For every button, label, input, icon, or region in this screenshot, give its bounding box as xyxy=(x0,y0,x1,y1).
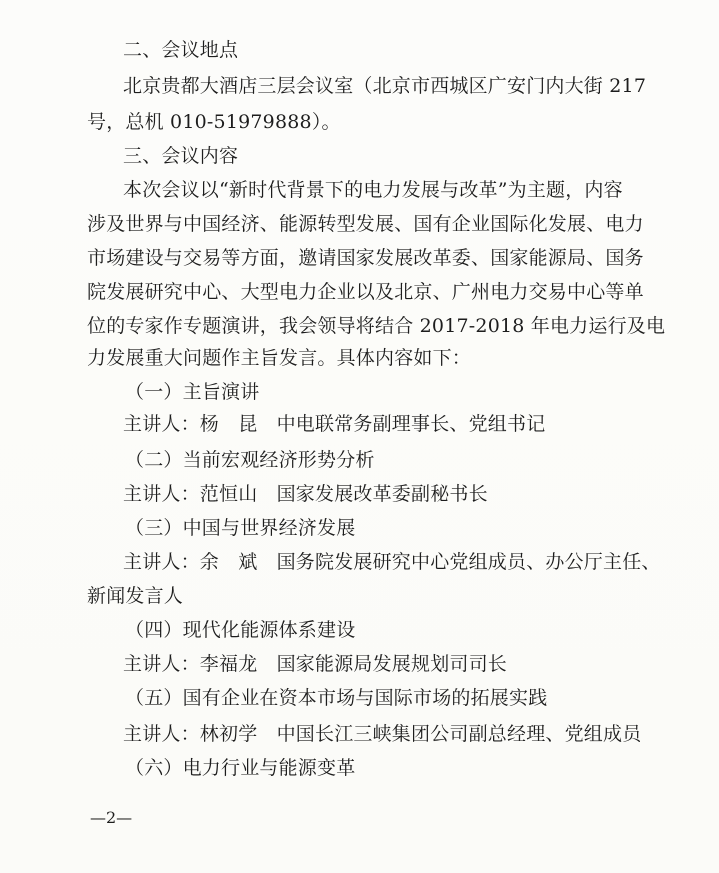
item-heading-3: （三）中国与世界经济发展 xyxy=(125,517,356,539)
section-heading-content: 三、会议内容 xyxy=(123,145,239,167)
content-paragraph-line-6: 力发展重大问题作主旨发言。具体内容如下： xyxy=(87,347,472,369)
page-number: —2— xyxy=(90,808,133,827)
item-heading-2: （二）当前宏观经济形势分析 xyxy=(125,449,375,471)
venue-line-1: 北京贵都大酒店三层会议室（北京市西城区广安门内大街 217 xyxy=(123,75,647,97)
content-paragraph-line-4: 院发展研究中心、大型电力企业以及北京、广州电力交易中心等单 xyxy=(87,281,644,303)
section-heading-venue: 二、会议地点 xyxy=(123,39,239,61)
speaker-line-2: 主讲人：范恒山 国家发展改革委副秘书长 xyxy=(123,483,488,505)
speaker-line-3-continued: 新闻发言人 xyxy=(87,585,184,607)
speaker-line-4: 主讲人：李福龙 国家能源局发展规划司司长 xyxy=(123,653,508,675)
item-heading-4: （四）现代化能源体系建设 xyxy=(125,619,356,641)
item-heading-5: （五）国有企业在资本市场与国际市场的拓展实践 xyxy=(125,687,548,709)
content-paragraph-line-3: 市场建设与交易等方面，邀请国家发展改革委、国家能源局、国务 xyxy=(87,247,644,269)
item-heading-6: （六）电力行业与能源变革 xyxy=(125,757,356,779)
speaker-line-3: 主讲人：余 斌 国务院发展研究中心党组成员、办公厅主任、 xyxy=(123,551,661,573)
content-paragraph-line-5: 位的专家作专题演讲，我会领导将结合 2017-2018 年电力运行及电 xyxy=(87,315,666,337)
item-heading-1: （一）主旨演讲 xyxy=(125,381,260,403)
speaker-line-1: 主讲人：杨 昆 中电联常务副理事长、党组书记 xyxy=(123,413,546,435)
content-paragraph-line-2: 涉及世界与中国经济、能源转型发展、国有企业国际化发展、电力 xyxy=(87,213,644,235)
venue-line-2: 号，总机 010-51979888）。 xyxy=(87,111,341,133)
speaker-line-5: 主讲人：林初学 中国长江三峡集团公司副总经理、党组成员 xyxy=(123,723,642,745)
content-paragraph-line-1: 本次会议以“新时代背景下的电力发展与改革”为主题，内容 xyxy=(123,179,623,201)
